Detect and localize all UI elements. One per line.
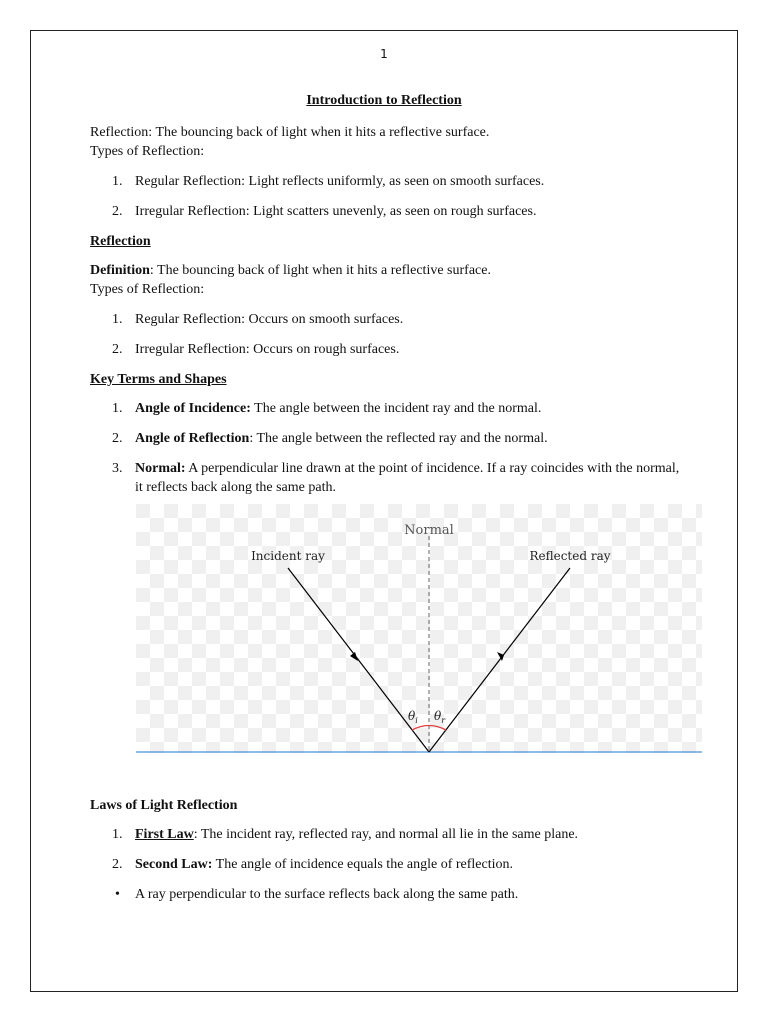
reflection-diagram [136,504,702,754]
intro-types-label: Types of Reflection: [90,144,205,159]
list-text [135,429,695,448]
law-label: Second Law: [135,857,213,872]
list-number: 2. [112,204,123,219]
definition-label: Definition [90,263,150,278]
definition-text: : The bouncing back of light when it hits a reflective surface. [149,263,491,278]
list-text [135,399,695,418]
term-text: : The angle between the reflected ray and the normal. [249,431,548,446]
list-text: Regular Reflection: Light reflects uniformly, as seen on smooth surfaces. [135,174,545,189]
term-label: Angle of Reflection [135,431,250,446]
term-label: Normal: [135,461,186,476]
theta-r-subscript: r [441,716,446,725]
section-heading-key-terms: Key Terms and Shapes [90,372,227,387]
theta-i-subscript: i [415,716,418,725]
incident-ray-label: Incident ray [251,549,325,563]
normal-label: Normal [404,523,454,538]
list-number: 2. [112,342,123,357]
list-text: Irregular Reflection: Light scatters unevenly, as seen on rough surfaces. [135,204,537,219]
bullet-text: A ray perpendicular to the surface reflects back along the same path. [135,887,519,902]
law-text: : The incident ray, reflected ray, and normal all lie in the same plane. [193,827,579,842]
list-number: 1. [112,827,123,842]
bullet-icon: • [115,887,120,902]
list-text [135,459,680,497]
page-number: 1 [380,47,388,61]
list-number: 2. [112,431,123,446]
intro-definition: Reflection: The bouncing back of light when it hits a reflective surface. [90,125,490,140]
law-text: The angle of incidence equals the angle of reflection. [212,857,514,872]
list-number: 1. [112,401,123,416]
list-number: 2. [112,857,123,872]
page-title: Introduction to Reflection [306,93,462,108]
reflected-ray-label: Reflected ray [529,549,611,563]
list-text: Irregular Reflection: Occurs on rough surfaces. [135,342,400,357]
definition-line [90,261,491,280]
list-number: 1. [112,312,123,327]
theta-r-symbol: θ [434,709,442,723]
theta-i-symbol: θ [408,709,416,723]
section-heading-reflection: Reflection [90,234,151,249]
diagram-background [136,504,702,753]
types-label: Types of Reflection: [90,282,205,297]
list-number: 1. [112,174,123,189]
list-text [135,855,695,874]
term-label: Angle of Incidence: [135,401,251,416]
law-label: First Law [135,827,194,842]
list-text [135,825,695,844]
section-heading-laws: Laws of Light Reflection [90,798,238,813]
list-text: Regular Reflection: Occurs on smooth surfaces. [135,312,404,327]
term-text: A perpendicular line drawn at the point of incidence. If a ray coincides with the normal, it reflects back along the same path. [135,461,680,495]
term-text: The angle between the incident ray and the normal. [250,401,542,416]
list-number: 3. [112,461,123,476]
